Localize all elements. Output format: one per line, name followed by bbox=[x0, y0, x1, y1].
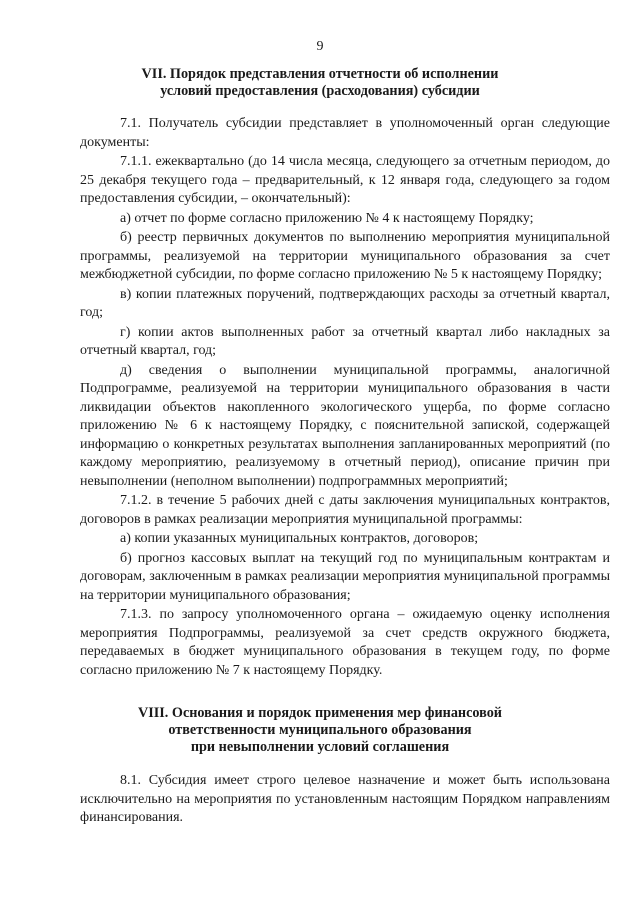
paragraph-7-1-2-a: а) копии указанных муниципальных контрактов, договоров; bbox=[120, 531, 479, 546]
paragraph-7-1-3: 7.1.3. по запросу уполномоченного органа – ожидаемую оценку исполнения мероприятия Подпрограммы, реализуемой за счет средств окружного бюджета, передаваемых в бюджет муниципального образования в текущем году, по форме согласно приложению № 7 к настоящему Порядку. bbox=[80, 607, 610, 678]
paragraph-7-1-2: 7.1.2. в течение 5 рабочих дней с даты заключения муниципальных контрактов, договоров в рамках реализации мероприятия муниципальной программы: bbox=[80, 493, 610, 527]
paragraph-7-1-2-b: б) прогноз кассовых выплат на текущий год по муниципальным контрактам и договорам, заключенным в рамках реализации мероприятия муниципальной программы на территории муниципального образования; bbox=[80, 550, 610, 603]
paragraph-7-1-1-b: б) реестр первичных документов по выполнению мероприятия муниципальной программы, реализуемой на территории муниципального образования за счет межбюджетной субсидии, по форме согласно приложению № 5 к настоящему Порядку; bbox=[80, 230, 610, 282]
paragraph-7-1-1-g: г) копии актов выполненных работ за отчетный квартал либо накладных за отчетный квартал, год; bbox=[80, 324, 610, 358]
section-8-body bbox=[80, 772, 610, 828]
section-8-heading-line-2: ответственности муниципального образования bbox=[168, 722, 472, 738]
section-7-heading-line-1: VII. Порядок представления отчетности об исполнении bbox=[141, 66, 499, 82]
paragraph-7-1: 7.1. Получатель субсидии представляет в уполномоченный орган следующие документы: bbox=[80, 116, 610, 150]
section-8-heading bbox=[0, 705, 640, 756]
page-number: 9 bbox=[316, 39, 324, 54]
section-8-heading-line-1: VIII. Основания и порядок применения мер финансовой bbox=[138, 705, 502, 721]
section-7-body bbox=[80, 115, 610, 680]
paragraph-8-1: 8.1. Субсидия имеет строго целевое назначение и может быть использована исключительно на мероприятия по установленным настоящим Порядком направлениям финансирования. bbox=[80, 773, 610, 825]
paragraph-7-1-1-a: а) отчет по форме согласно приложению № 4 к настоящему Порядку; bbox=[120, 210, 534, 226]
section-8-heading-line-3: при невыполнении условий соглашения bbox=[190, 739, 450, 755]
paragraph-7-1-1: 7.1.1. ежеквартально (до 14 числа месяца, следующего за отчетным периодом, до 25 декабря текущего года – предварительный, к 12 января года, следующего за годом предоставления субсидии, – окончательный): bbox=[80, 154, 610, 206]
section-7-heading-line-2: условий предоставления (расходования) субсидии bbox=[160, 83, 480, 99]
paragraph-7-1-1-v: в) копии платежных поручений, подтверждающих расходы за отчетный квартал, год; bbox=[80, 286, 610, 320]
paragraph-7-1-1-d: д) сведения о выполнении муниципальной программы, аналогичной Подпрограмме, реализуемой на территории муниципального образования в части ликвидации объектов накопленного экологического ущерба, по форме согласно приложению № 6 к настоящему Порядку, с пояснительной запиской, содержащей информацию о конкретных результатах выполнения запланированных мероприятий (по каждому мероприятию, реализуемому в отчетный период), описание причин при невыполнении (неполном выполнении) подпрограммных мероприятий; bbox=[80, 362, 610, 489]
section-7-heading bbox=[0, 66, 640, 100]
